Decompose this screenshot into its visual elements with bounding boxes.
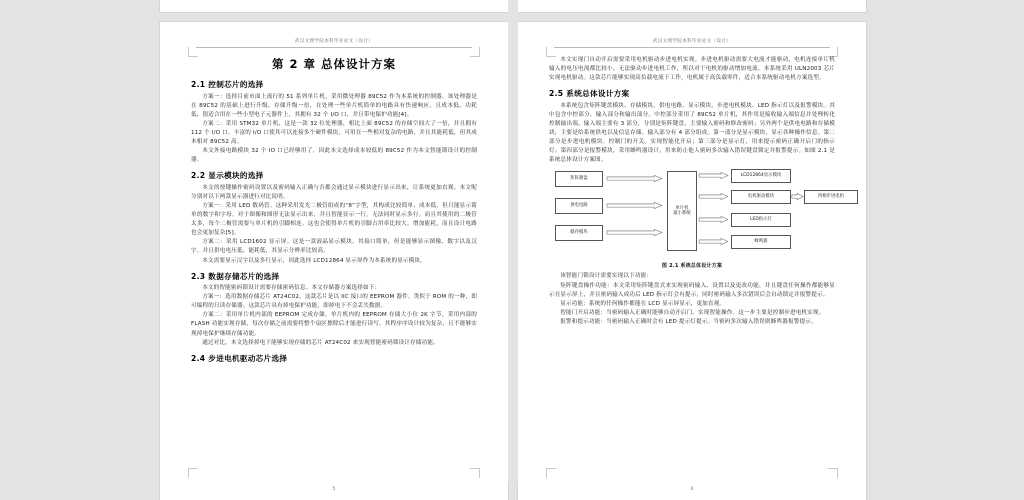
running-header-right: 武汉文理学院本科毕业论文（设计）: [652, 39, 732, 44]
paragraph: 方案二：采用 STM32 单片机，这是一款 32 位处理器，相比上面 89C52 的存储空间大了一倍，并且拥有 112 个 I/O 口，丰富的 I/O 口使其可以连接多个硬件模块，可用在一些相对复杂的电路，并且其能耗低，但其成本相对 89C52 高。: [191, 120, 477, 145]
paragraph: 智能门开启功能：当密码输入正确时能够自动开启门。实现智能操作。这一步主要是控制步进电机实现。: [560, 309, 825, 316]
paragraph: 本文实现门自动开启需要采用电机驱动步进电机实现。步进电机驱动需要大电流才能驱动，电机连接单片机输入的电压电流都比较小，无法驱动步进电机工作，所以对于电机的驱动增加电流。本系统采用 ULN2003 芯片实现电机驱动。这款芯片能够实现高负载电流下工作，电机属于高负载零件，适合本系统驱动电机方案选型。: [549, 57, 835, 82]
diagram-arrow-power-to-mcu: [603, 202, 667, 209]
diagram-arrow-mcu-to-motor-driver: [697, 193, 731, 200]
diagram-box-mcu-line2: 最小系统: [673, 211, 691, 217]
system-block-diagram: [549, 169, 845, 261]
page-body-left: [191, 52, 477, 482]
page-body-right: [549, 52, 845, 482]
diagram-box-output-motor-driver: 电机驱动模块: [731, 190, 791, 204]
paragraph: 显示功能：系统的任何操作都能在 LCD 显示屏显示，更加直观。: [560, 300, 726, 307]
paragraph: 方案一：选用数据存储芯片 AT24C02。这款芯片是以 IIC 接口的 EEPROM 器件。类似于 ROM 的一种，即可编程的只读存储器。这款芯片具有掉电保护功能，即掉电下不会丢失数据。: [191, 294, 477, 310]
running-header-left: 武汉文理学院本科毕业论文（设计）: [294, 39, 374, 44]
page-number-left: 5: [332, 487, 336, 492]
diagram-box-output-lcd: LCD12864显示模块: [731, 169, 791, 183]
diagram-box-mcu-line1: 单片机: [675, 205, 689, 211]
paragraph: 方案二：采用 LCD1602 显示屏。这是一款液晶显示模块。其接口简单，但是能够显示图像、数字以及汉字。并且供电电压低、能耗低，其显示分辨率比较高。: [191, 239, 477, 255]
diagram-box-output-led: LED指示灯: [731, 213, 791, 227]
diagram-arrow-mcu-to-lcd: [697, 172, 731, 179]
paragraph: 方案二：采用单片机内部的 EEPROM 完成存储。单片机内的 EEPROM 存储大小位 2K 字节，采用内部的 FLASH 功能实现存储，每次存储之前需要将整个扇区擦除后才能进行读写，其程序序设计较为复杂，且不能够实现掉电保护继续存储功能。: [191, 312, 477, 337]
paragraph: 方案一：采用 LED 数码管。这种采用发光二极管组成的“8”字型，其构成比较简单、成本低，但只能显示简单的数字和字母。对于图像和图形无法显示出来，并且智能显示一行，无法同时显示多行。而且其使用的二极管太多，每个二极管需要与单片机的引脚相连。这也会使得单片机的引脚占用率比较大。增加能耗，而且设计电路也会更加复杂[5]。: [191, 202, 477, 237]
diagram-box-stepper-motor: 四相步进电机: [804, 190, 858, 204]
paragraph: 通过对比，本文选择掉电下能够实现存储的芯片 AT24C02 来实现智能密码锁设计存储功能。: [202, 339, 439, 346]
section-heading-2-4: 2.4 步进电机驱动芯片选择: [191, 353, 288, 363]
page-gutter: [508, 0, 518, 483]
paragraph: 本系统包含矩阵键盘模块、存储模块、供电电路、显示模块，步进电机模块、LED 指示灯以及报警模块。其中包含中控部分、输入部分和输出部分。中控部分采用了 89C52 单片机，其作用是接收输入端信息并处理转化控制输出端。输入端主要有 3 部分，分别是矩阵键盘，主要输入密码和修改密码；另外两个是供电电路和存储模块，主要是给系统供电以及信息存储。输入部分有 4 部分组成。第一部分是显示模块，显示各种操作信息。第二部分是步进电机模块。控制门的开关。实现智能化开启；第三部分是显示灯，用来提示密码正确开启门的指示灯；第四部分是报警模块，采用蜂鸣器设计，用来防止他人密码多次输入错误键盘锁定并报警提示。如图 2.1 是系统总体设计方案图。: [549, 102, 835, 164]
previous-page-sliver-left: [160, 0, 508, 12]
section-heading-2-3: 2.3 数据存储芯片的选择: [191, 271, 280, 281]
paragraph: 本文的智能密码锁设计需要存储密码信息。本文存储器方案选择如下：: [202, 285, 381, 292]
diagram-arrow-keypad-to-mcu: [603, 175, 667, 182]
paragraph: 本文外接电路模块 32 个 IO 口已经够用了，因此本文选择成本较低的 89C52 作为本文智能锁设计的控制器。: [191, 148, 477, 164]
header-rule-left: [196, 47, 472, 48]
header-rule-right: [554, 47, 830, 48]
paragraph: 方案一：选择目前市面上流行的 51 系列单片机，采用微处理器 89C52 作为本系统的控制器。该处理器是在 89C52 的基础上进行升级，存储升级一倍，在处理一些单片机简单的电路具有快速响应，且成本低、功耗低，很适合用在一些小型电子元器件上，其拥有 32 个 I/O 口，并且带电保护功能[4]。: [191, 93, 477, 118]
diagram-box-output-buzzer: 蜂鸣器: [731, 235, 791, 249]
section-heading-2-5: 2.5 系统总体设计方案: [549, 89, 630, 99]
section-heading-2-1: 2.1 控制芯片的选择: [191, 80, 264, 89]
diagram-box-input-storage: 储存模块: [555, 225, 603, 241]
diagram-arrow-mcu-to-led: [697, 216, 731, 223]
paragraph: 报警和提示功能：当密码输入正确时会有 LED 提示灯提示。当密码多次输入错误则蜂鸣器报警提示。: [560, 318, 817, 325]
diagram-arrow-driver-to-stepper: [791, 193, 805, 200]
paragraph: 矩阵键盘操作功能：本文采用矩阵键盘式来实现密码输入、设置以及更改功能，并且键盘任何操作都能够显示在显示屏上，并且密码输入成功后 LED 指示灯会有提示，同时密码输入多次错误后会自动锁定并报警提示。: [549, 282, 835, 298]
page-number-right: 4: [690, 487, 694, 492]
previous-page-sliver-right: [518, 0, 866, 12]
figure-caption: 图 2.1 系统总体设计方案: [661, 263, 723, 270]
document-page-left[interactable]: [160, 22, 508, 500]
diagram-arrow-storage-to-mcu: [603, 229, 667, 236]
section-heading-2-2: 2.2 显示模块的选择: [191, 171, 264, 181]
diagram-box-input-power: 供电电路: [555, 198, 603, 214]
diagram-box-input-keypad: 矩阵键盘: [555, 171, 603, 187]
diagram-box-mcu: [667, 171, 697, 251]
paragraph: 本文的按键操作密码设置以及密码输入正确与否都会通过显示模块进行显示出来，让系统更加直观。本文呢分别对以下两款显示器进行对比说明。: [191, 184, 477, 200]
paragraph: 本文需要显示汉字以及多行显示，因此选择 LCD12864 显示屏作为本系统的显示模块。: [202, 257, 426, 264]
document-page-right[interactable]: [518, 22, 866, 500]
chapter-title: 第 2 章 总体设计方案: [271, 57, 396, 71]
paragraph: 该智能门锁设计需要实现以下功能：: [560, 273, 653, 280]
diagram-arrow-mcu-to-buzzer: [697, 238, 731, 245]
